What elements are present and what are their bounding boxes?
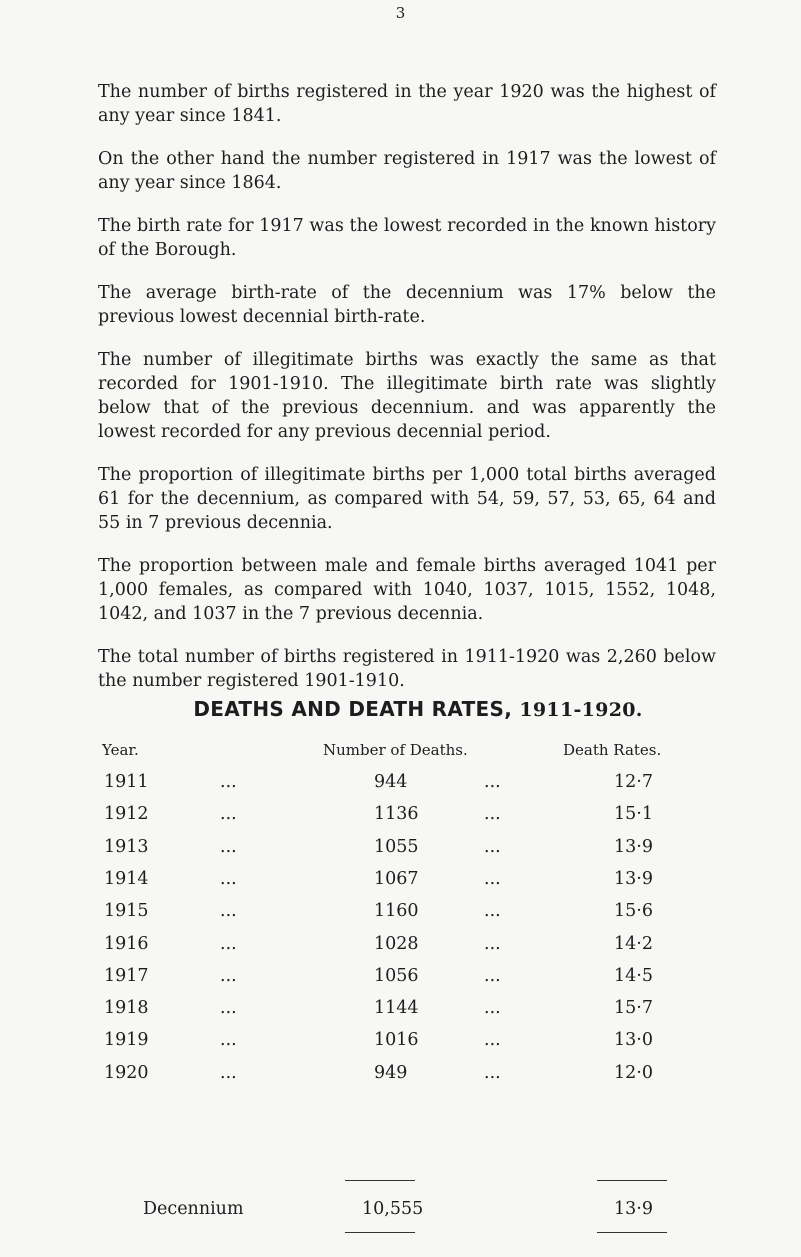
leader-dots: ... (484, 868, 501, 889)
leader-dots: ... (484, 933, 501, 954)
body-text (98, 80, 716, 712)
deaths-cell: 1056 (374, 965, 419, 986)
leader-dots: ... (220, 1062, 237, 1083)
table-row (0, 772, 801, 800)
rule-divider (597, 1180, 667, 1181)
rate-cell: 12·7 (614, 772, 653, 792)
paragraph: The number of births registered in the year 1920 was the highest of any year since 1841. (98, 82, 716, 126)
leader-dots: ... (220, 933, 237, 954)
total-row (0, 1199, 801, 1227)
rate-cell: 12·0 (614, 1062, 653, 1083)
rule-divider (345, 1180, 415, 1181)
leader-dots: ... (484, 1030, 501, 1051)
page-number: 3 (395, 4, 406, 22)
table-row (0, 869, 801, 897)
deaths-cell: 1136 (374, 804, 419, 825)
deaths-cell: 1016 (374, 1030, 419, 1051)
table-row (0, 901, 801, 929)
leader-dots: ... (484, 901, 501, 922)
year-cell: 1912 (104, 804, 149, 825)
year-cell: 1915 (104, 901, 149, 922)
deaths-cell: 944 (374, 772, 408, 792)
year-cell: 1916 (104, 933, 149, 954)
table-row (0, 1030, 801, 1058)
rate-cell: 13·9 (614, 836, 653, 857)
table-row (0, 804, 801, 832)
table-title (98, 697, 738, 721)
leader-dots: ... (484, 804, 501, 825)
total-rate: 13·9 (614, 1199, 653, 1219)
rule-divider (345, 1232, 415, 1233)
rate-cell: 14·5 (614, 965, 653, 986)
year-cell: 1920 (104, 1062, 149, 1083)
leader-dots: ... (484, 836, 501, 857)
leader-dots: ... (220, 998, 237, 1019)
leader-dots: ... (220, 965, 237, 986)
deaths-cell: 1028 (374, 933, 419, 954)
year-cell: 1919 (104, 1030, 149, 1051)
column-header-year: Year. (102, 741, 139, 759)
leader-dots: ... (220, 868, 237, 889)
total-deaths: 10,555 (362, 1199, 424, 1219)
total-label: Decennium (143, 1199, 244, 1219)
table-row (0, 837, 801, 865)
deaths-cell: 1067 (374, 868, 419, 889)
year-cell: 1918 (104, 998, 149, 1019)
table-row (0, 998, 801, 1026)
leader-dots: ... (484, 998, 501, 1019)
leader-dots: ... (220, 836, 237, 857)
paragraph: The proportion of illegitimate births per 1,000 total births averaged 61 for the decennium, as compared with 54, 59, 57, 53, 65, 64 and 55 in 7 previous decennia. (98, 465, 716, 533)
rule-divider (597, 1232, 667, 1233)
rate-cell: 15·1 (614, 804, 653, 825)
year-cell: 1911 (104, 772, 149, 792)
year-cell: 1914 (104, 868, 149, 889)
rate-cell: 15·7 (614, 998, 653, 1019)
leader-dots: ... (220, 804, 237, 825)
paragraph: The proportion between male and female births averaged 1041 per 1,000 females, as compared with 1040, 1037, 1015, 1552, 1048, 1042, and 1037 in the 7 previous decennia. (98, 556, 716, 624)
rate-cell: 13·9 (614, 868, 653, 889)
rate-cell: 13·0 (614, 1030, 653, 1051)
column-header-deaths: Number of Deaths. (323, 741, 468, 759)
deaths-cell: 1144 (374, 998, 419, 1019)
leader-dots: ... (220, 901, 237, 922)
leader-dots: ... (484, 965, 501, 986)
leader-dots: ... (484, 1062, 501, 1083)
table-row (0, 934, 801, 962)
deaths-cell: 1055 (374, 836, 419, 857)
leader-dots: ... (220, 1030, 237, 1051)
table-title-text: DEATHS AND DEATH RATES, (193, 697, 513, 721)
table-row (0, 966, 801, 994)
table-row (0, 1063, 801, 1091)
year-cell: 1917 (104, 965, 149, 986)
rate-cell: 15·6 (614, 901, 653, 922)
leader-dots: ... (220, 772, 237, 792)
paragraph: The total number of births registered in 1911-1920 was 2,260 below the number registered 1901-1910. (98, 647, 716, 691)
paragraph: The average birth-rate of the decennium was 17% below the previous lowest decennial birth-rate. (98, 283, 716, 327)
deaths-cell: 1160 (374, 901, 419, 922)
paragraph: The birth rate for 1917 was the lowest recorded in the known history of the Borough. (98, 216, 716, 260)
leader-dots: ... (484, 772, 501, 792)
column-header-rate: Death Rates. (563, 741, 662, 759)
paragraph: On the other hand the number registered in 1917 was the lowest of any year since 1864. (98, 149, 716, 193)
table-title-years: 1911-1920. (519, 699, 643, 721)
paragraph: The number of illegitimate births was exactly the same as that recorded for 1901-1910. The illegitimate birth rate was slightly below that of the previous decennium. and was apparently the lowest recorded for any previous decennial period. (98, 350, 716, 442)
year-cell: 1913 (104, 836, 149, 857)
rate-cell: 14·2 (614, 933, 653, 954)
deaths-cell: 949 (374, 1062, 408, 1083)
